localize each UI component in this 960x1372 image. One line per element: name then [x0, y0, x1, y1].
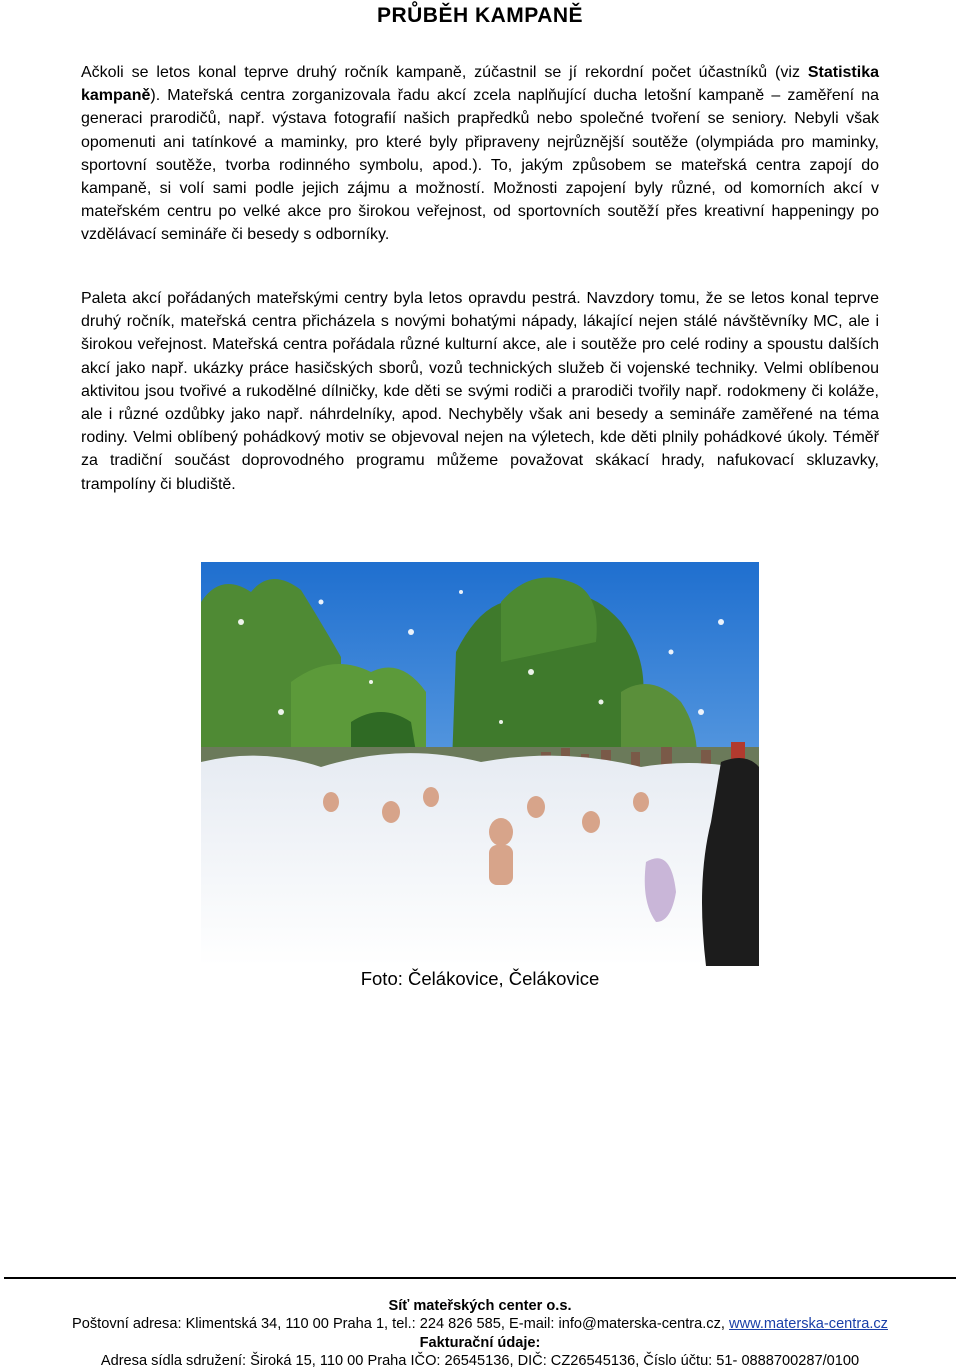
paragraph-intro: [81, 61, 879, 247]
intro-lead: Ačkoli se letos konal teprve druhý ročník kampaně, zúčastnil se jí rekordní počet účastníků (viz: [81, 64, 800, 81]
footer-billing-details: Adresa sídla sdružení: Široká 15, 110 00 Praha IČO: 26545136, DIČ: CZ26545136, Číslo účtu: 51- 0888700287/0100: [100, 1353, 860, 1370]
intro-rest: ). Mateřská centra zorganizovala řadu akcí zcela naplňující ducha letošní kampaně – zaměření na generaci prarodičů, např. výstava fotografií našich prapředků nebo společné tvoření se seniory. Nebyli však opomenuti ani tatínkové a maminky, pro které byly připraveny nejrůznější soutěže (olympiáda pro maminky, sportovní soutěže, tvorba rodinného symbolu, apod.). To, jakým způsobem se mateřská centra zapojí do kampaně, si volí sami podle jejich zájmu a možností. Možnosti zapojení byly různé, od komorních akcí v mateřském centru po velké akce pro širokou veřejnost, od sportovních soutěží přes kreativní happeningy po vzdělávací semináře či besedy s odborníky.: [81, 87, 879, 244]
statistics-reference: Statistika kampaně: [81, 64, 879, 105]
paragraph-activities: Paleta akcí pořádaných mateřskými centry byla letos opravdu pestrá. Navzdory tomu, že se letos konal teprve druhý ročník, mateřská centra přicházela s novými bohatými nápady, lákající nejen stálé návštěvníky MC, ale i širokou veřejnost. Mateřská centra pořádala různé kulturní akce, ale i soutěže pro celé rodiny a spoustu dalších akcí jako např. ukázky práce hasičských sborů, vozů technických služeb či vojenské techniky. Velmi oblíbenou aktivitou jsou tvořivé a rukodělné dílničky, kde děti se svými rodiči a prarodiči tvořily např. rodokmeny či koláže, ale i různé ozdůbky jako např. náhrdelníky, apod. Nechyběly však ani besedy a semináře zaměřené na téma rodiny. Velmi oblíbený pohádkový motiv se objevoval nejen na výletech, kde děti plnily pohádkové úkoly. Téměř za tradiční součást doprovodného programu můžeme považovat skákací hrady, nafukovací skluzavky, trampolíny či bludiště.: [81, 290, 879, 493]
photo-caption: Foto: Čelákovice, Čelákovice: [360, 968, 600, 989]
footer-postal-line: [0, 1315, 960, 1333]
footer-postal-address: Poštovní adresa: Klimentská 34, 110 00 Praha 1, tel.: 224 826 585, E-mail: info@materska-centra.cz,: [72, 1316, 725, 1333]
footer: [0, 1297, 960, 1371]
footer-org-name: Síť mateřských center o.s.: [388, 1298, 572, 1314]
footer-website-link[interactable]: www.materska-centra.cz: [729, 1316, 888, 1333]
page-title: PRŮBĚH KAMPANĚ: [376, 4, 584, 27]
footer-divider: [4, 1277, 956, 1279]
foam-party-photo: [201, 562, 759, 966]
foam: [201, 753, 759, 966]
footer-billing-heading: Fakturační údaje:: [419, 1334, 541, 1351]
